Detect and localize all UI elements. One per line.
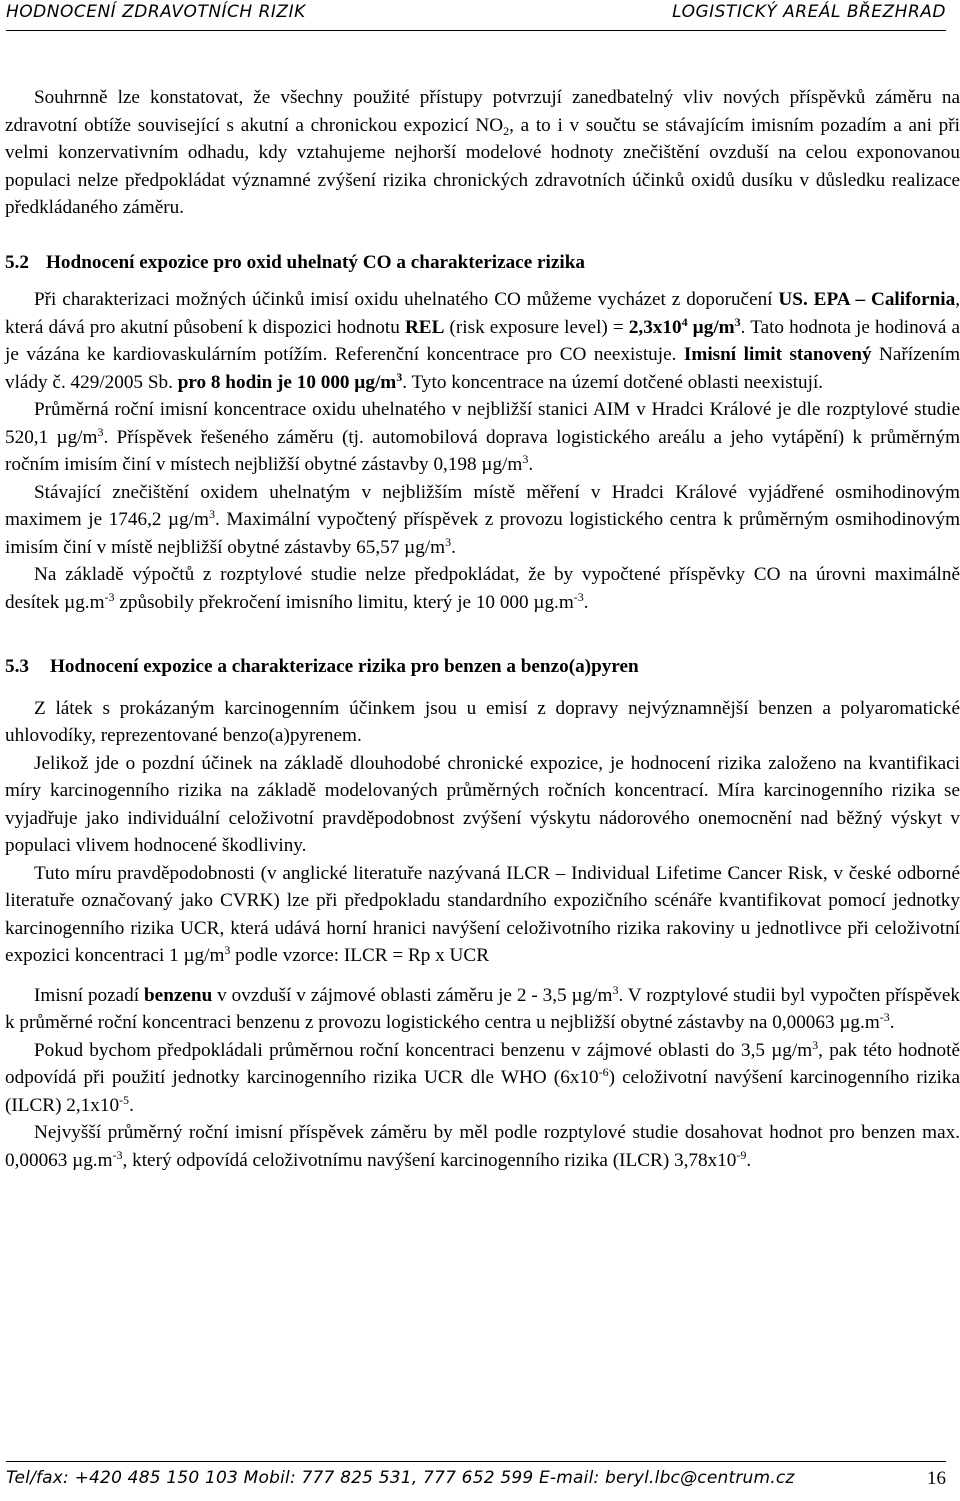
text-bold: US. EPA – California xyxy=(778,289,956,310)
paragraph-ilcr-definition xyxy=(5,860,960,970)
text-run: (risk exposure level) = xyxy=(444,316,629,338)
text-run: . xyxy=(129,1094,134,1116)
superscript: -5 xyxy=(119,1092,130,1107)
superscript: 3 xyxy=(224,943,231,957)
text-run: . xyxy=(889,1012,895,1033)
superscript: -3 xyxy=(879,1010,890,1024)
superscript: -3 xyxy=(104,589,115,604)
section-title: Hodnocení expozice a charakterizace rizika pro benzen a benzo(a)pyren xyxy=(50,656,639,677)
text-run: , a to i v součtu se stávajícím imisním pozadím a ani při velmi konzervativním odhadu, kdy vztahujeme nejhorší modelové hodnoty znečištění ovzduší na celou exponovanou populaci nelze předpokládat významné zvýšení rizika chronických zdravotních účinků oxidů dusíku v důsledku realizace předkládaného záměru. xyxy=(5,114,960,218)
text-run: Při charakterizaci možných účinků imisí oxidu uhelnatého CO můžeme vycházet z doporučení xyxy=(34,289,779,310)
section-heading-5-3 xyxy=(5,653,960,681)
text-run: . Tyto koncentrace na území dotčené oblasti neexistují. xyxy=(402,371,824,393)
text-run: . Příspěvek řešeného záměru (tj. automobilová doprava logistického areálu a jeho vytápění) k průměrným ročním imisím činí v místech nejbližší obytné zástavby 0,198 µg/m xyxy=(5,426,960,475)
paragraph-risk-method xyxy=(5,750,960,860)
paragraph-benzene-contribution xyxy=(5,1119,960,1174)
section-heading-5-2 xyxy=(5,249,960,277)
text-run: , pak této hodnotě odpovídá při použití jednotky karcinogenního rizika UCR dle WHO (6x10 xyxy=(5,1039,960,1088)
header-right-title: LOGISTICKÝ AREÁL BŘEZHRAD xyxy=(672,2,946,22)
superscript: -9 xyxy=(736,1147,747,1162)
paragraph-co-annual xyxy=(5,396,960,479)
text-run: . V rozptylové studii byl vypočten příspěvek k průměrné roční koncentraci benzenu z provozu logistického centra u nejbližší obytné zástavby na 0,00063 µg.m xyxy=(5,984,960,1033)
superscript: 3 xyxy=(812,1037,819,1052)
superscript: 4 xyxy=(681,314,688,329)
section-title: Hodnocení expozice pro oxid uhelnatý CO a charakterizace rizika xyxy=(46,251,585,273)
section-number: 5.3 xyxy=(5,656,29,677)
superscript: 3 xyxy=(445,534,452,549)
header-left-title: HODNOCENÍ ZDRAVOTNÍCH RIZIK xyxy=(6,2,306,22)
text-bold: benzenu xyxy=(144,984,213,1006)
text-run: Nařízením vlády č. 429/2005 Sb. xyxy=(5,344,960,393)
text-run: Nejvyšší průměrný roční imisní příspěvek záměru by měl podle rozptylové studie dosahovat hodnot pro benzen max. 0,00063 µg.m xyxy=(5,1122,960,1171)
superscript: 3 xyxy=(208,507,215,521)
footer-contact: Tel/fax: +420 485 150 103 Mobil: 777 825 531, 777 652 599 E-mail: beryl.lbc@centrum.cz xyxy=(6,1468,795,1488)
text-run: . Tato hodnota je hodinová a je vázána ke kardiovaskulárním potížím. Referenční koncentrace pro CO neexistuje. xyxy=(5,316,960,365)
text-bold: 2,3x10 xyxy=(628,316,682,338)
paragraph-benzene-background xyxy=(5,982,960,1037)
text-run: Souhrnně lze konstatovat, že všechny použité přístupy potvrzují zanedbatelný vliv nových příspěvků záměru na zdravotní obtíže související s akutní a chronickou expozicí NO xyxy=(5,87,960,136)
paragraph-co-8h xyxy=(5,479,960,562)
text-run: ) celoživotní navýšení karcinogenního rizika (ILCR) 2,1x10 xyxy=(5,1067,960,1116)
superscript: 3 xyxy=(97,424,104,439)
paragraph-carcinogens xyxy=(5,695,960,750)
text-run: Na základě výpočtů z rozptylové studie nelze předpokládat, že by vypočtené příspěvky CO na úrovni maximálně desítek µg.m xyxy=(5,564,960,613)
superscript: -3 xyxy=(112,1147,123,1162)
superscript: 3 xyxy=(612,982,619,997)
superscript: 3 xyxy=(522,452,529,466)
text-bold: pro 8 hodin je 10 000 µg/m xyxy=(177,371,397,393)
superscript: 3 xyxy=(734,314,741,329)
text-bold: Imisní limit stanovený xyxy=(683,344,872,365)
section-number: 5.2 xyxy=(5,251,29,273)
text-run: , který odpovídá celoživotnímu navýšení karcinogenního rizika (ILCR) 3,78x10 xyxy=(122,1149,737,1171)
page-number: 16 xyxy=(927,1468,946,1489)
subscript: 2 xyxy=(503,123,510,138)
text-run: Průměrná roční imisní koncentrace oxidu uhelnatého v nejbližší stanici AIM v Hradci Králové je dle rozptylové studie 520,1 µg/m xyxy=(5,399,960,448)
text-bold: REL xyxy=(404,316,445,338)
page-footer xyxy=(6,1461,946,1500)
paragraph-co-conclusion xyxy=(5,561,960,616)
paragraph-co-limits xyxy=(5,286,960,396)
text-run: Tuto míru pravděpodobnosti (v anglické literatuře nazývaná ILCR – Individual Lifetime Cancer Risk, v české odborné literatuře označovaný jako CVRK) lze při předpokladu standardního expozičního scénáře kvantifikovat pomocí jednotky karcinogenního rizika UCR, která udává horní hranici navýšení celoživotního rizika rakoviny u jednotlivce při celoživotní expozici koncentraci 1 µg/m xyxy=(5,862,960,966)
superscript: -3 xyxy=(573,589,584,604)
text-run: . Maximální vypočtený příspěvek z provozu logistického centra k průměrným osmihodinovým imisím činí v místě nejbližší obytné zástavby 65,57 µg/m xyxy=(5,509,960,558)
paragraph-benzene-risk xyxy=(5,1037,960,1120)
text-run: Imisní pozadí xyxy=(34,984,144,1006)
text-run: . xyxy=(583,591,589,613)
document-body xyxy=(5,84,960,1174)
paragraph-summary xyxy=(5,84,960,222)
text-run: v ovzduší v zájmové oblasti záměru je 2 - 3,5 µg/m xyxy=(212,984,613,1006)
text-run: Stávající znečištění oxidem uhelnatým v nejbližším místě měření v Hradci Králové vyjádřené osmihodinovým maximem je 1746,2 µg/m xyxy=(5,481,960,530)
text-run: Pokud bychom předpokládali průměrnou roční koncentraci benzenu v zájmové oblasti do 3,5 µg/m xyxy=(34,1039,813,1061)
page-header xyxy=(6,0,946,31)
superscript: -6 xyxy=(598,1065,609,1079)
text-run: Jelikož jde o pozdní účinek na základě dlouhodobé chronické expozice, je hodnocení rizika založeno na kvantifikaci míry karcinogenního rizika na základě modelovaných průměrných ročních koncentrací. Míra karcinogenního rizika se vyjadřuje jako individuální celoživotní pravděpodobnost zvýšení výskytu nádorového onemocnění nad běžný výskyt v populaci vlivem hodnocené škodliviny. xyxy=(5,752,960,856)
superscript: 3 xyxy=(396,369,403,384)
text-run: podle vzorce: ILCR = Rp x UCR xyxy=(230,945,490,966)
text-run: . xyxy=(528,454,534,475)
text-run: . xyxy=(451,536,456,558)
text-run: způsobily překročení imisního limitu, který je 10 000 µg.m xyxy=(114,591,574,613)
text-run: , která dává pro akutní působení k dispozici hodnotu xyxy=(5,289,960,338)
text-run: Z látek s prokázaným karcinogenním účinkem jsou u emisí z dopravy nejvýznamnější benzen a polyaromatické uhlovodíky, reprezentované benzo(a)pyrenem. xyxy=(5,697,960,746)
text-run: . xyxy=(746,1149,752,1171)
text-bold: µg/m xyxy=(687,316,735,338)
